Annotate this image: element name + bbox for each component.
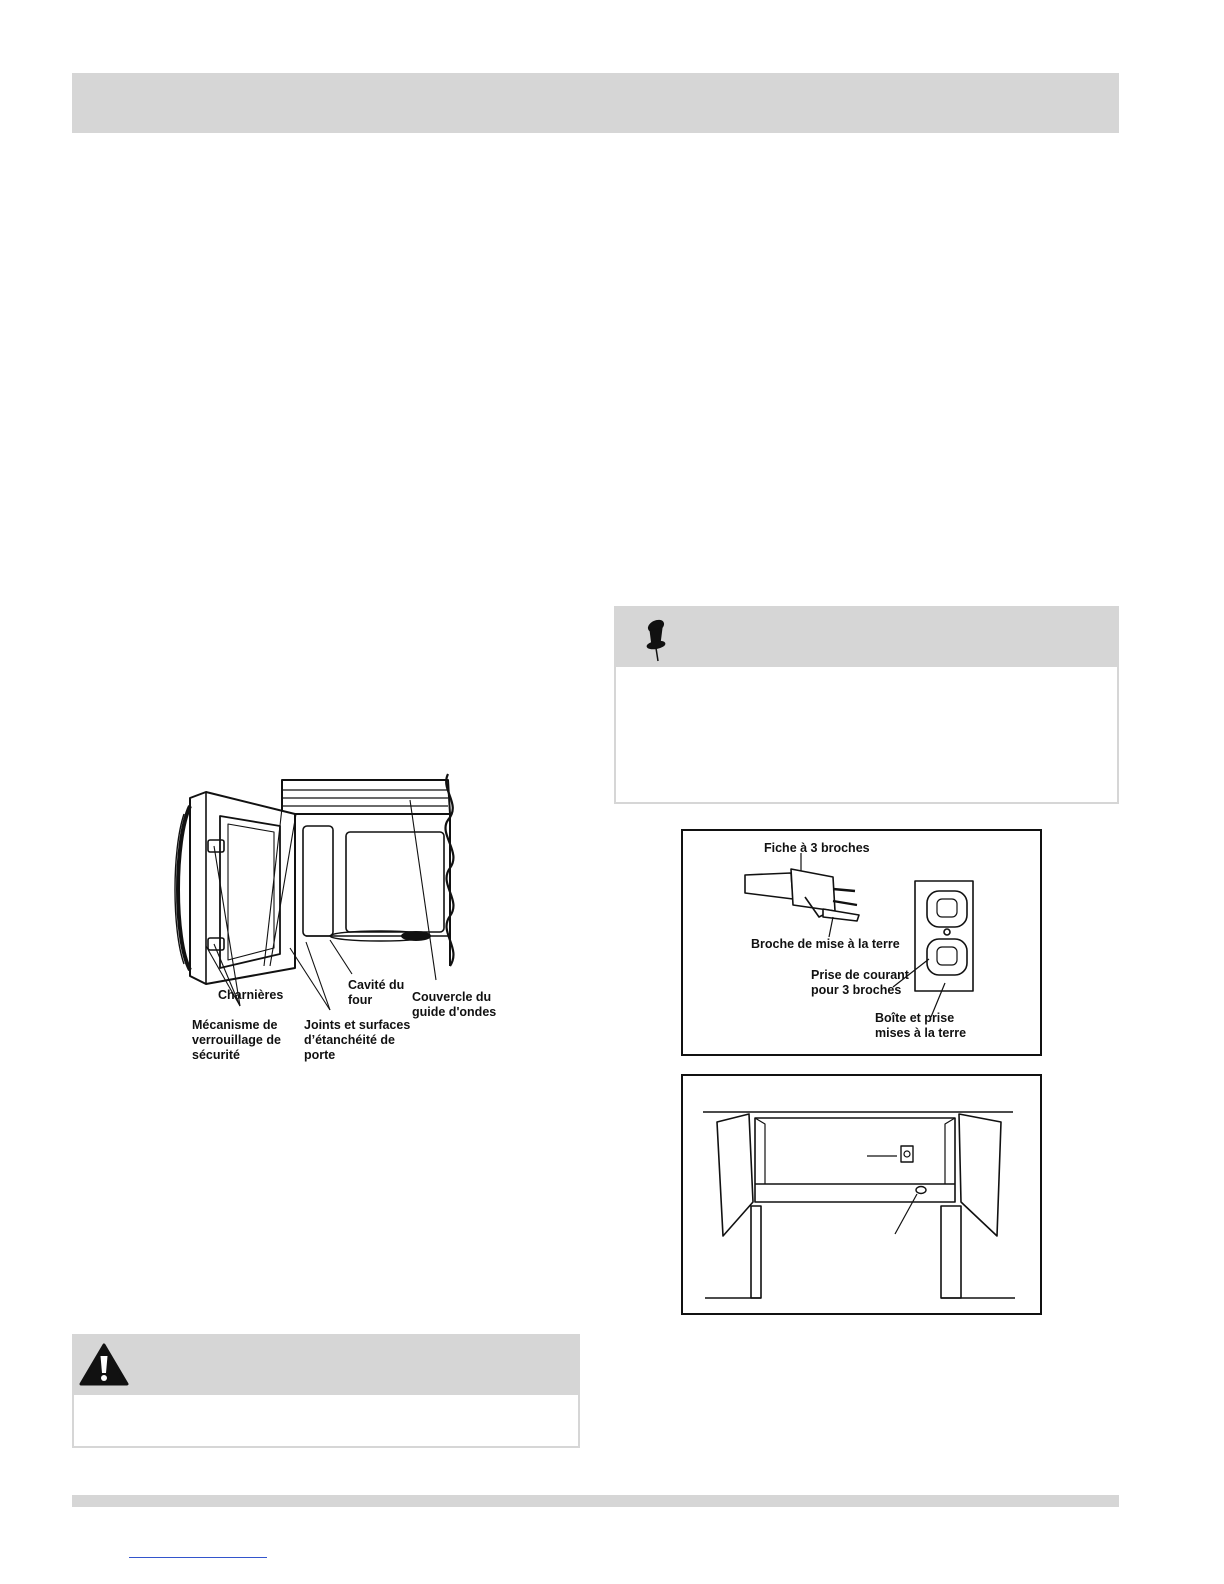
footer-link-underline[interactable]: [129, 1557, 267, 1558]
label-waveguide-cover: Couvercle du guide d'ondes: [412, 990, 497, 1019]
cabinet-figure: [681, 1074, 1042, 1315]
warning-header: [74, 1336, 578, 1395]
label-hinges: Charnières: [218, 988, 284, 1002]
warning-box: [72, 1334, 580, 1448]
cabinet-drawing: [683, 1076, 1040, 1313]
label-ground-pin: Broche de mise à la terre: [751, 937, 900, 951]
note-header: [616, 608, 1117, 667]
pushpin-icon: [634, 616, 674, 662]
warning-triangle-icon: [78, 1342, 130, 1388]
note-box: [614, 606, 1119, 804]
label-receptacle: Prise de courant pour 3 broches: [811, 968, 909, 997]
label-door-seals: Joints et surfaces d’étanchéité de porte: [304, 1018, 411, 1062]
label-box: Boîte et prise mises à la terre: [875, 1011, 967, 1040]
label-oven-cavity: Cavité du four: [348, 978, 405, 1007]
oven-figure: [170, 770, 510, 1070]
plug-figure: [681, 829, 1042, 1056]
label-plug: Fiche à 3 broches: [764, 841, 870, 855]
label-safety-lock: Mécanisme de verrouillage de sécurité: [192, 1018, 281, 1062]
page-footer-band: [72, 1495, 1119, 1507]
page-header-band: [72, 73, 1119, 133]
